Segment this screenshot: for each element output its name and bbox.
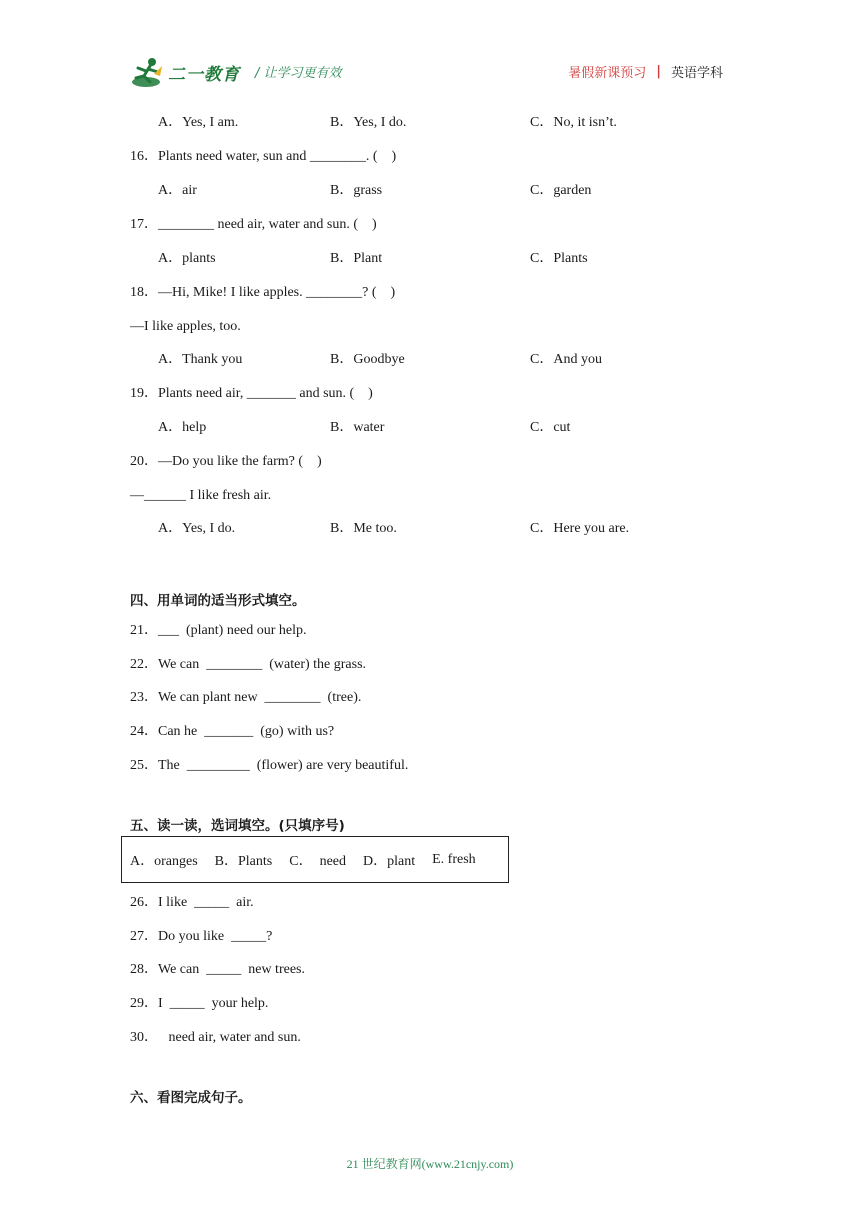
q20-option-c: C．Here you are. [530,521,630,536]
q28-item: 28．We can _____ new trees. [130,962,305,977]
section-6-title: 六、看图完成句子。 [130,1090,252,1106]
q30-item: 30． need air, water and sun. [130,1030,301,1045]
q20-option-a: A．Yes, I do. [158,521,236,536]
q24-item: 24．Can he _______ (go) with us? [130,724,335,739]
q16-option-b: B．grass [330,183,383,198]
q19-option-b: B．water [330,420,385,435]
q22-item: 22．We can ________ (water) the grass. [130,657,367,672]
section-5-title: 五、读一读，选词填空。(只填序号) [130,818,345,834]
q17-option-b: B．Plant [330,251,383,266]
q19-stem: 19．Plants need air, _______ and sun. ( ) [130,386,373,401]
header-separator: | [656,64,661,79]
q18-stem: 18．—Hi, Mike! I like apples. ________? ( ) [130,285,396,300]
header-right [568,62,723,81]
word-bank-option-d: D．plant [363,853,416,869]
q17-option-c: C．Plants [530,251,588,266]
q15-option-c: C．No, it isn’t. [530,115,617,130]
q18-reply: —I like apples, too. [130,319,241,334]
q16-option-a: A．air [158,183,197,198]
q15-option-a: A．Yes, I am. [158,115,239,130]
q23-item: 23．We can plant new ________ (tree). [130,690,362,705]
word-bank-option-c: C． need [289,853,346,869]
q19-option-a: A．help [158,420,207,435]
q29-item: 29．I _____ your help. [130,996,269,1011]
q16-option-c: C．garden [530,183,592,198]
q16-stem: 16．Plants need water, sun and ________. ( ) [130,149,397,164]
section-4-title: 四、用单词的适当形式填空。 [130,593,306,609]
word-bank-option-a: A．oranges [130,853,198,869]
logo-text: 二一教育 [168,65,240,85]
q15-option-b: B．Yes, I do. [330,115,407,130]
q18-option-a: A．Thank you [158,352,243,367]
subject-label: 英语学科 [670,66,723,81]
q25-item: 25．The _________ (flower) are very beautiful. [130,758,409,773]
word-bank-box [121,836,509,883]
slogan: / 让学习更有效 [255,66,342,81]
q17-option-a: A．plants [158,251,216,266]
q17-stem: 17．________ need air, water and sun. ( ) [130,217,377,232]
q18-option-c: C．And you [530,352,602,367]
q18-option-b: B．Goodbye [330,352,405,367]
q21-item: 21．___ (plant) need our help. [130,623,307,638]
q19-option-c: C．cut [530,420,571,435]
q26-item: 26．I like _____ air. [130,895,254,910]
course-label: 暑假新课预习 [568,66,647,81]
page-header [0,0,860,100]
q27-item: 27．Do you like _____? [130,929,273,944]
page-footer: 21 世纪教育网(www.21cnjy.com) [346,1157,514,1171]
q20-reply: —______ I like fresh air. [130,488,272,503]
word-bank-option-e: E. fresh [432,851,476,867]
q20-option-b: B．Me too. [330,521,397,536]
word-bank-option-b: B．Plants [214,853,273,869]
q20-stem: 20．—Do you like the farm? ( ) [130,454,322,469]
